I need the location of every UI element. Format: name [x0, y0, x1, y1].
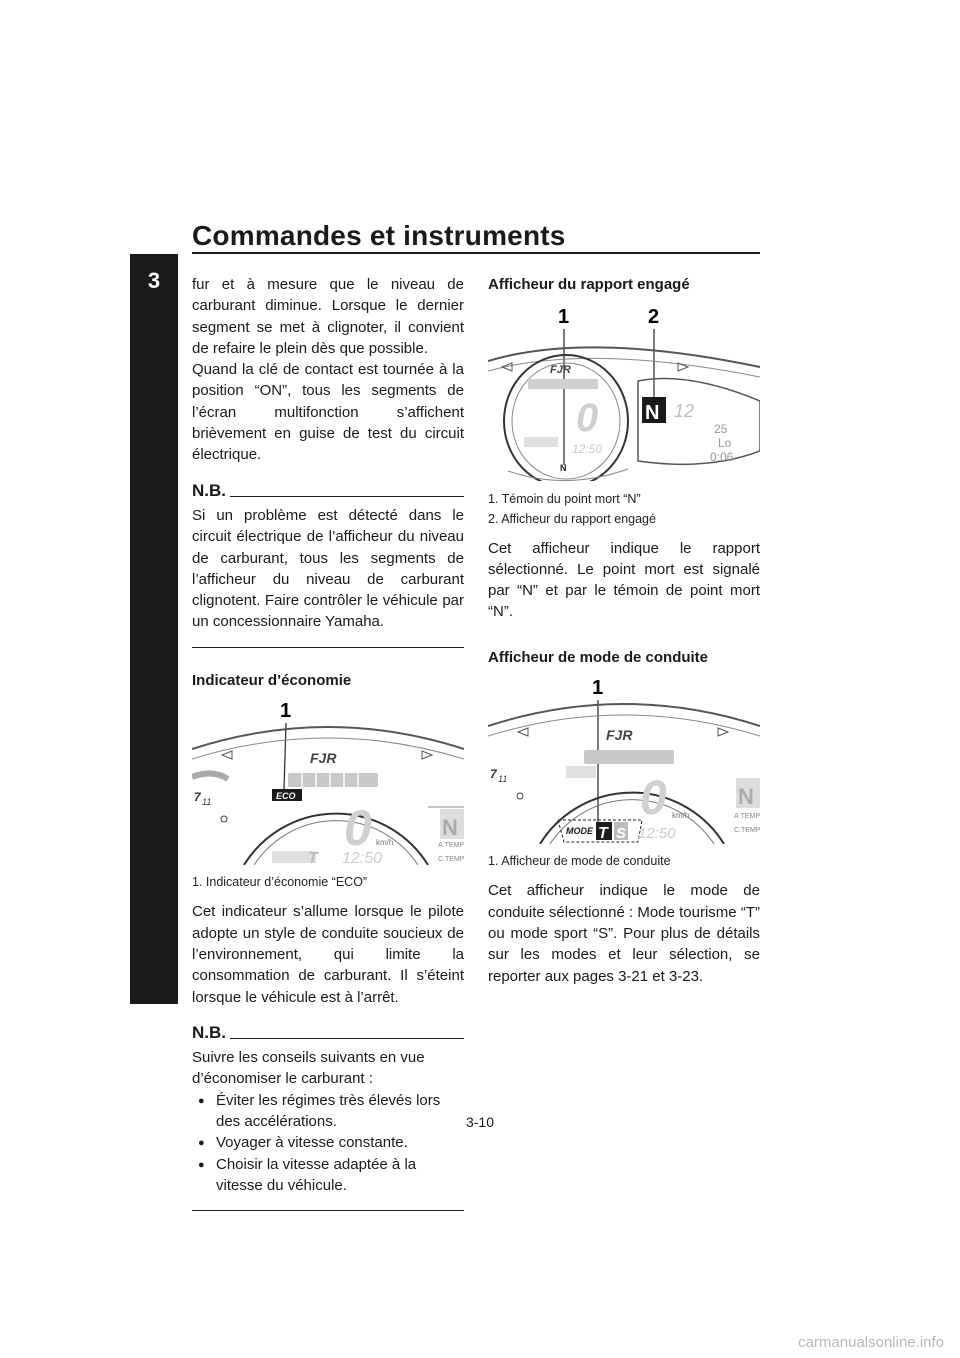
- svg-text:A.TEMP: A.TEMP: [734, 813, 760, 821]
- page-number: 3-10: [465, 1114, 495, 1130]
- header-rule: [192, 252, 760, 254]
- mode-figure: [488, 674, 760, 870]
- mode-callout-number: 1: [592, 677, 604, 700]
- svg-text:N: N: [560, 463, 567, 474]
- fuel-saving-list: [192, 1090, 464, 1196]
- svg-text:0: 0: [576, 396, 599, 441]
- mode-paragraph: Cet afficheur indique le mode de conduite sélectionné : Mode tourisme “T” ou mode sport “S”. Pour plus de détails sur les modes et leur sélection, se reporter aux pages 3-21 et 3-23.: [488, 882, 760, 985]
- gear-fig-time: 0:06: [710, 450, 734, 465]
- gear-heading: Afficheur du rapport engagé: [488, 276, 690, 293]
- note-header: [192, 1022, 464, 1043]
- svg-text:km/h: km/h: [376, 838, 394, 848]
- list-item: ● Voyager à vitesse constante.: [216, 1132, 464, 1153]
- svg-text:12:50: 12:50: [638, 825, 676, 843]
- mode-caption: 1. Afficheur de mode de conduite: [488, 854, 671, 869]
- svg-text:11: 11: [202, 797, 212, 808]
- note-label: N.B.: [192, 1022, 226, 1042]
- mode-dashboard-illustration: [488, 674, 760, 844]
- note-text: Si un problème est détecté dans le circuit électrique de l’afficheur du niveau de carburant, tous les segments de l’afficheur du niveau de carburant clignotent. Faire contrôler le véhicule par un concessionnaire Yamaha.: [192, 506, 464, 631]
- gear-callout-2: 2: [648, 306, 660, 329]
- svg-text:C.TEMP: C.TEMP: [734, 827, 760, 835]
- gear-caption-2: 2. Afficheur du rapport engagé: [488, 511, 656, 526]
- mode-heading: Afficheur de mode de conduite: [488, 648, 709, 666]
- svg-text:C.TEMP: C.TEMP: [438, 856, 464, 864]
- note-header: [192, 480, 464, 501]
- svg-text:A.TEMP: A.TEMP: [438, 842, 464, 850]
- note-divider: [192, 1210, 464, 1211]
- gear-figure: [488, 301, 760, 527]
- left-column: [192, 274, 464, 1211]
- svg-text:N: N: [738, 784, 754, 810]
- list-item: ● Éviter les régimes très élevés lors des accélérations.: [216, 1090, 464, 1133]
- eco-badge-label: ECO: [276, 791, 296, 802]
- eco-callout-number: 1: [280, 700, 292, 723]
- chapter-tab: [130, 254, 178, 1004]
- gear-indicator-value: N: [645, 402, 660, 425]
- svg-text:12:50: 12:50: [572, 442, 603, 457]
- svg-text:0: 0: [640, 772, 667, 826]
- right-column: [488, 274, 760, 987]
- eco-figure: [192, 697, 464, 891]
- mode-fig-value: T: [598, 825, 608, 843]
- eco-caption: 1. Indicateur d’économie “ECO”: [192, 875, 368, 890]
- svg-text:N: N: [442, 815, 458, 841]
- svg-text:T: T: [308, 850, 318, 866]
- svg-text:0: 0: [344, 800, 372, 857]
- fuel-paragraph: fur et à mesure que le niveau de carburant diminue. Lorsque le dernier segment se met à clignoter, il convient de refaire le plein dès que possible.: [192, 276, 464, 357]
- svg-text:7: 7: [194, 790, 201, 805]
- gear-fig-trip: 25: [714, 422, 728, 437]
- svg-text:11: 11: [498, 774, 508, 785]
- mode-fig-label: MODE: [566, 826, 593, 837]
- svg-text:FJR: FJR: [310, 750, 337, 767]
- svg-text:7: 7: [490, 767, 497, 782]
- chapter-number: 3: [147, 268, 161, 293]
- gear-caption-1: 1. Témoin du point mort “N”: [488, 491, 641, 506]
- note-intro: Suivre les conseils suivants en vue d’économiser le carburant :: [192, 1049, 425, 1088]
- mode-fig-sport: S: [616, 825, 627, 843]
- eco-dashboard-illustration: [192, 697, 464, 865]
- gear-callout-1: 1: [558, 306, 570, 329]
- svg-text:FJR: FJR: [606, 727, 633, 744]
- svg-text:12: 12: [674, 401, 695, 422]
- svg-text:FJR: FJR: [550, 364, 571, 377]
- page-title: Commandes et instruments: [192, 220, 566, 251]
- svg-text:km/h: km/h: [672, 811, 690, 821]
- eco-heading: Indicateur d’économie: [192, 671, 352, 689]
- watermark: carmanualsonline.info: [798, 1334, 944, 1351]
- list-item: ● Choisir la vitesse adaptée à la vitesse du véhicule.: [216, 1154, 464, 1197]
- gear-fig-level: Lo: [718, 436, 732, 451]
- note-label: N.B.: [192, 480, 226, 500]
- eco-paragraph: Cet indicateur s’allume lorsque le pilote adopte un style de conduite soucieux de l’environnement, qui limite la consommation de carburant. Il s’éteint lorsque le véhicule est à l’arrêt.: [192, 903, 464, 1006]
- svg-text:12:50: 12:50: [342, 850, 383, 866]
- gear-paragraph: Cet afficheur indique le rapport sélectionné. Le point mort est signalé par “N” et par le témoin de point mort “N”.: [488, 539, 760, 621]
- note-divider: [192, 647, 464, 648]
- test-paragraph: Quand la clé de contact est tournée à la position “ON”, tous les segments de l’écran multifonction s’affichent brièvement en guise de test du circuit électrique.: [192, 361, 464, 464]
- gear-dashboard-illustration: [488, 301, 760, 481]
